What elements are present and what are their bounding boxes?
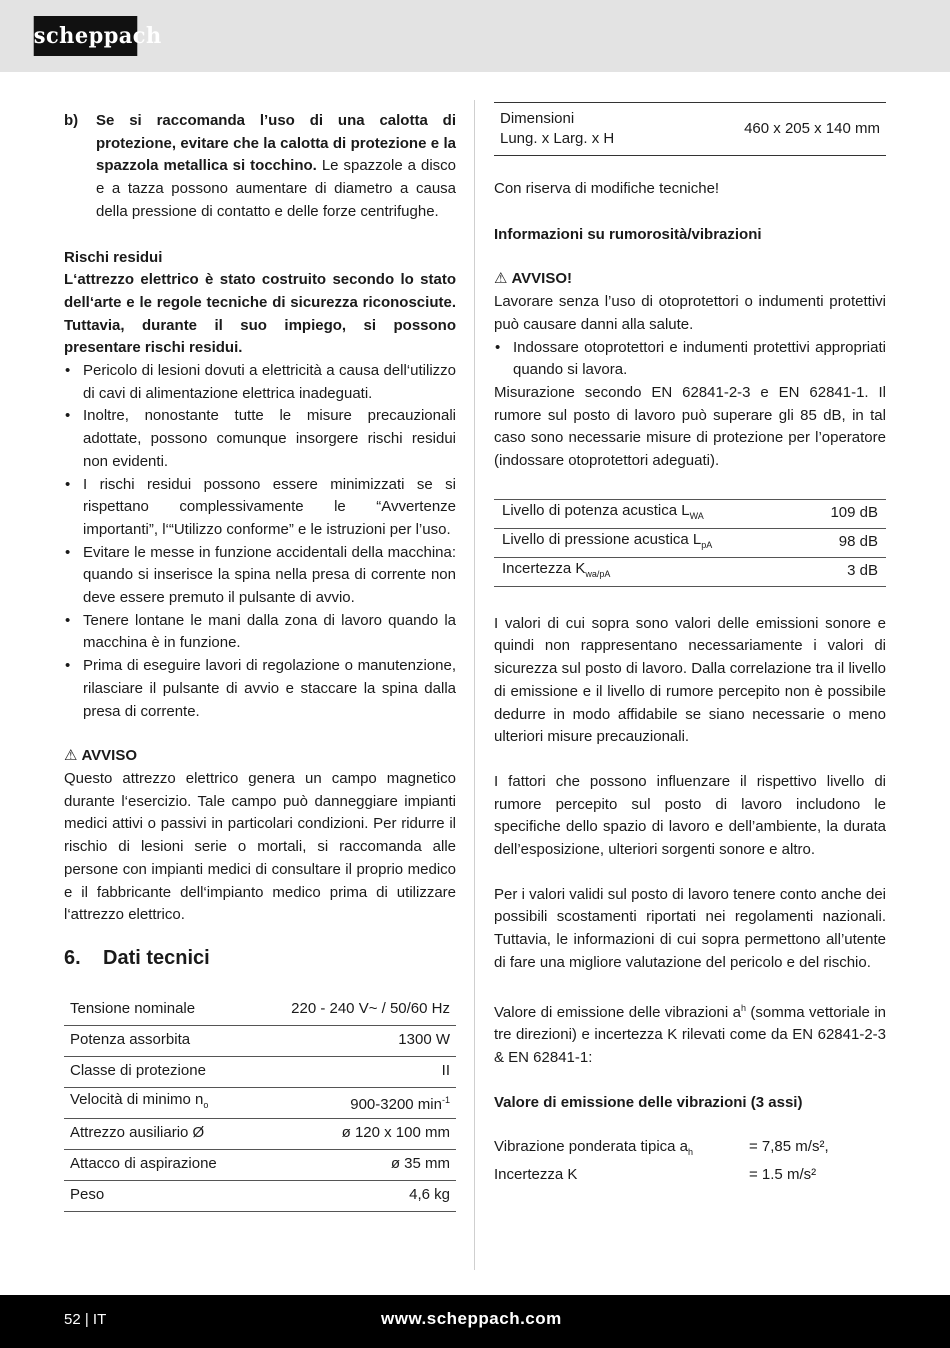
spec-label-text: Velocità di minimo n	[70, 1090, 204, 1108]
table-row	[64, 1056, 456, 1087]
scheppach-logo: scheppach	[34, 16, 138, 56]
page-number: 52 | IT	[64, 1311, 107, 1328]
warning-text: Questo attrezzo elettrico genera un campo magnetico durante l‘esercizio. Tale campo può danneggiare impianti medici attivi o passivi in particolari condizioni. Per ridurre il rischio di lesioni serie o mortali, si raccomanda alle persone con impianti medici di consultare il proprio medico e il fabbricante dell‘impianto medico prima di utilizzare l‘attrezzo elettrico.	[64, 769, 456, 924]
warning-triangle-icon: ⚠	[494, 270, 508, 288]
item-b	[64, 110, 456, 224]
list-item: • Tenere lontane le mani dalla zona di lavoro quando la macchina è in funzione.	[64, 610, 456, 655]
list-item: • Inoltre, nonostante tutte le misure precauzionali adottate, possono comunque insorgere rischi residui non evidenti.	[64, 405, 456, 473]
measurement-text: Misurazione secondo EN 62841-2-3 e EN 62841-1. Il rumore sul posto di lavoro può superare gli 85 dB, in tal caso sono necessarie misure di protezione per l’operatore (indossare otoprotettori adeguati).	[494, 383, 886, 470]
spec-label: Peso	[64, 1180, 253, 1211]
spec-value	[253, 1087, 456, 1118]
footer-bar	[0, 1295, 950, 1348]
header-bar	[0, 0, 950, 72]
noise-label	[494, 557, 800, 586]
noise-value: 109 dB	[800, 499, 886, 528]
dimensions-label	[494, 103, 674, 156]
right-column	[494, 108, 886, 1187]
warning-text: Lavorare senza l’uso di otoprotettori o indumenti protettivi può causare danni alla salute.	[494, 293, 886, 333]
table-row	[64, 1180, 456, 1211]
paragraph: I valori di cui sopra sono valori delle emissioni sonore e quindi non rappresentano necessariamente i valori di sicurezza sul posto di lavoro. Dalla correlazione tra il livello di emissione e il livello di rumore percepito non è possibile dedurre in modo affidabile se siano necessarie o meno ulteriori misure precauzionali.	[494, 614, 886, 746]
table-row	[64, 995, 456, 1026]
spec-label: Tensione nominale	[64, 995, 253, 1026]
table-row	[494, 499, 886, 528]
warning-heading	[494, 268, 886, 291]
spec-label: Potenza assorbita	[64, 1025, 253, 1056]
list-item: • Evitare le messe in funzione accidentali della macchina: quando si inserisce la spina nella presa di corrente non deve essere premuto il pulsante di avvio.	[64, 542, 456, 610]
noise-label-sub: WA	[689, 510, 704, 521]
vibration-intro-sup: h	[740, 1002, 746, 1013]
spec-value: II	[253, 1056, 456, 1087]
spec-value-text: 900-3200 min	[350, 1095, 442, 1113]
spec-value: 220 - 240 V~ / 50/60 Hz	[253, 995, 456, 1026]
item-b-label: b)	[64, 112, 79, 129]
vibration-intro-text: Valore di emissione delle vibrazioni a	[494, 1003, 741, 1021]
paragraph: I fattori che possono influenzare il rispettivo livello di rumore percepito sul posto di lavoro includono le specifiche dello spazio di lavoro e dell’ambiente, la durata dell’esposizione, ulteriori sorgenti sonore e altro.	[494, 772, 886, 859]
vibration-row	[494, 1164, 886, 1187]
noise-label	[494, 499, 800, 528]
column-divider	[474, 100, 475, 1270]
residual-risks-intro: L‘attrezzo elettrico è stato costruito secondo lo stato dell‘arte e le regole tecniche di sicurezza riconosciute. Tuttavia, durante il suo impiego, si possono presentare rischi residui.	[64, 271, 456, 357]
table-row	[64, 1118, 456, 1149]
noise-label-text: Livello di potenza acustica L	[502, 501, 690, 519]
warning-heading-label: AVVISO	[81, 747, 138, 765]
vibration-value: = 1.5 m/s²	[749, 1166, 817, 1184]
warning-heading-label: AVVISO!	[511, 270, 573, 288]
list-item: • Prima di eseguire lavori di regolazione o manutenzione, rilasciare il pulsante di avvio e staccare la spina dalla presa di corrente.	[64, 655, 456, 723]
table-row	[64, 1149, 456, 1180]
table-row	[64, 1025, 456, 1056]
vibration-intro-rest: (somma vettoriale in tre direzioni) e incertezza K rilevati come da EN 62841-2-3 & EN 62841-1:	[494, 1003, 886, 1066]
technical-changes-note: Con riserva di modifiche tecniche!	[494, 180, 720, 197]
dimensions-label-line1: Dimensioni	[500, 110, 575, 127]
noise-vibration-heading: Informazioni su rumorosità/vibrazioni	[494, 225, 762, 243]
noise-value: 98 dB	[800, 528, 886, 557]
noise-label-text: Incertezza K	[502, 559, 586, 577]
vibration-label-text: Vibrazione ponderata tipica a	[494, 1138, 689, 1156]
warning-list	[494, 337, 886, 382]
vibration-heading: Valore di emissione delle vibrazioni (3 assi)	[494, 1093, 803, 1111]
residual-risks-list	[64, 360, 456, 723]
vibration-label-sub: h	[688, 1147, 694, 1158]
spec-value: ø 35 mm	[253, 1149, 456, 1180]
table-row	[494, 557, 886, 586]
warning-triangle-icon: ⚠	[64, 747, 78, 765]
item-b-bold-text: Se si raccomanda l’uso di una calotta di protezione, evitare che la calotta di protezione e la spazzola metallica si tocchino.	[96, 112, 456, 175]
noise-label-text: Livello di pressione acustica L	[502, 530, 702, 548]
section-title-text: Dati tecnici	[103, 946, 210, 969]
spec-value: ø 120 x 100 mm	[253, 1118, 456, 1149]
vibration-label	[494, 1136, 749, 1164]
section-title	[64, 947, 456, 970]
list-item: • Pericolo di lesioni dovuti a elettricità a causa dell‘utilizzo di cavi di alimentazione elettrica inadeguati.	[64, 360, 456, 405]
list-item: • I rischi residui possono essere minimizzati se si rispettano complessivamente le “Avvertenze importanti”, l‘“Utilizzo conforme” e le istruzioni per l’uso.	[64, 474, 456, 542]
vibration-row	[494, 1136, 886, 1164]
warning-heading	[64, 745, 456, 768]
spec-value: 1300 W	[253, 1025, 456, 1056]
vibration-label: Incertezza K	[494, 1166, 578, 1184]
noise-label-sub: wa/pA	[585, 568, 611, 579]
table-row	[64, 1087, 456, 1118]
section-number: 6.	[64, 946, 81, 969]
vibration-intro	[494, 997, 886, 1070]
spec-value-sup: -1	[441, 1094, 450, 1105]
left-column	[64, 110, 456, 1212]
spec-label: Attacco di aspirazione	[64, 1149, 253, 1180]
spec-value: 4,6 kg	[253, 1180, 456, 1211]
noise-label-sub: pA	[701, 539, 713, 550]
noise-value: 3 dB	[800, 557, 886, 586]
spec-label: Attrezzo ausiliario Ø	[64, 1118, 253, 1149]
dimensions-table	[494, 102, 886, 156]
noise-table	[494, 499, 886, 587]
tech-specs-table	[64, 995, 456, 1212]
table-row	[494, 103, 886, 156]
spec-label-sub: o	[203, 1099, 209, 1110]
website-link[interactable]: www.scheppach.com	[381, 1309, 562, 1328]
table-row	[494, 528, 886, 557]
item-b-text: Le spazzole a disco e a tazza possono aumentare di diametro a causa della pressione di contatto e delle forze centrifughe.	[96, 157, 457, 220]
residual-risks-heading: Rischi residui	[64, 248, 163, 266]
spec-label	[64, 1087, 253, 1118]
vibration-value: = 7,85 m/s²,	[749, 1138, 829, 1156]
list-item: • Indossare otoprotettori e indumenti protettivi appropriati quando si lavora.	[494, 337, 886, 382]
noise-label	[494, 528, 800, 557]
dimensions-label-line2: Lung. x Larg. x H	[500, 130, 615, 147]
dimensions-value: 460 x 205 x 140 mm	[744, 119, 880, 137]
spec-label: Classe di protezione	[64, 1056, 253, 1087]
paragraph: Per i valori validi sul posto di lavoro tenere conto anche dei possibili scostamenti riportati nei regolamenti nazionali. Tuttavia, le informazioni di cui sopra permettono all’utente di fare una migliore valutazione del pericolo e del rischio.	[494, 885, 886, 971]
